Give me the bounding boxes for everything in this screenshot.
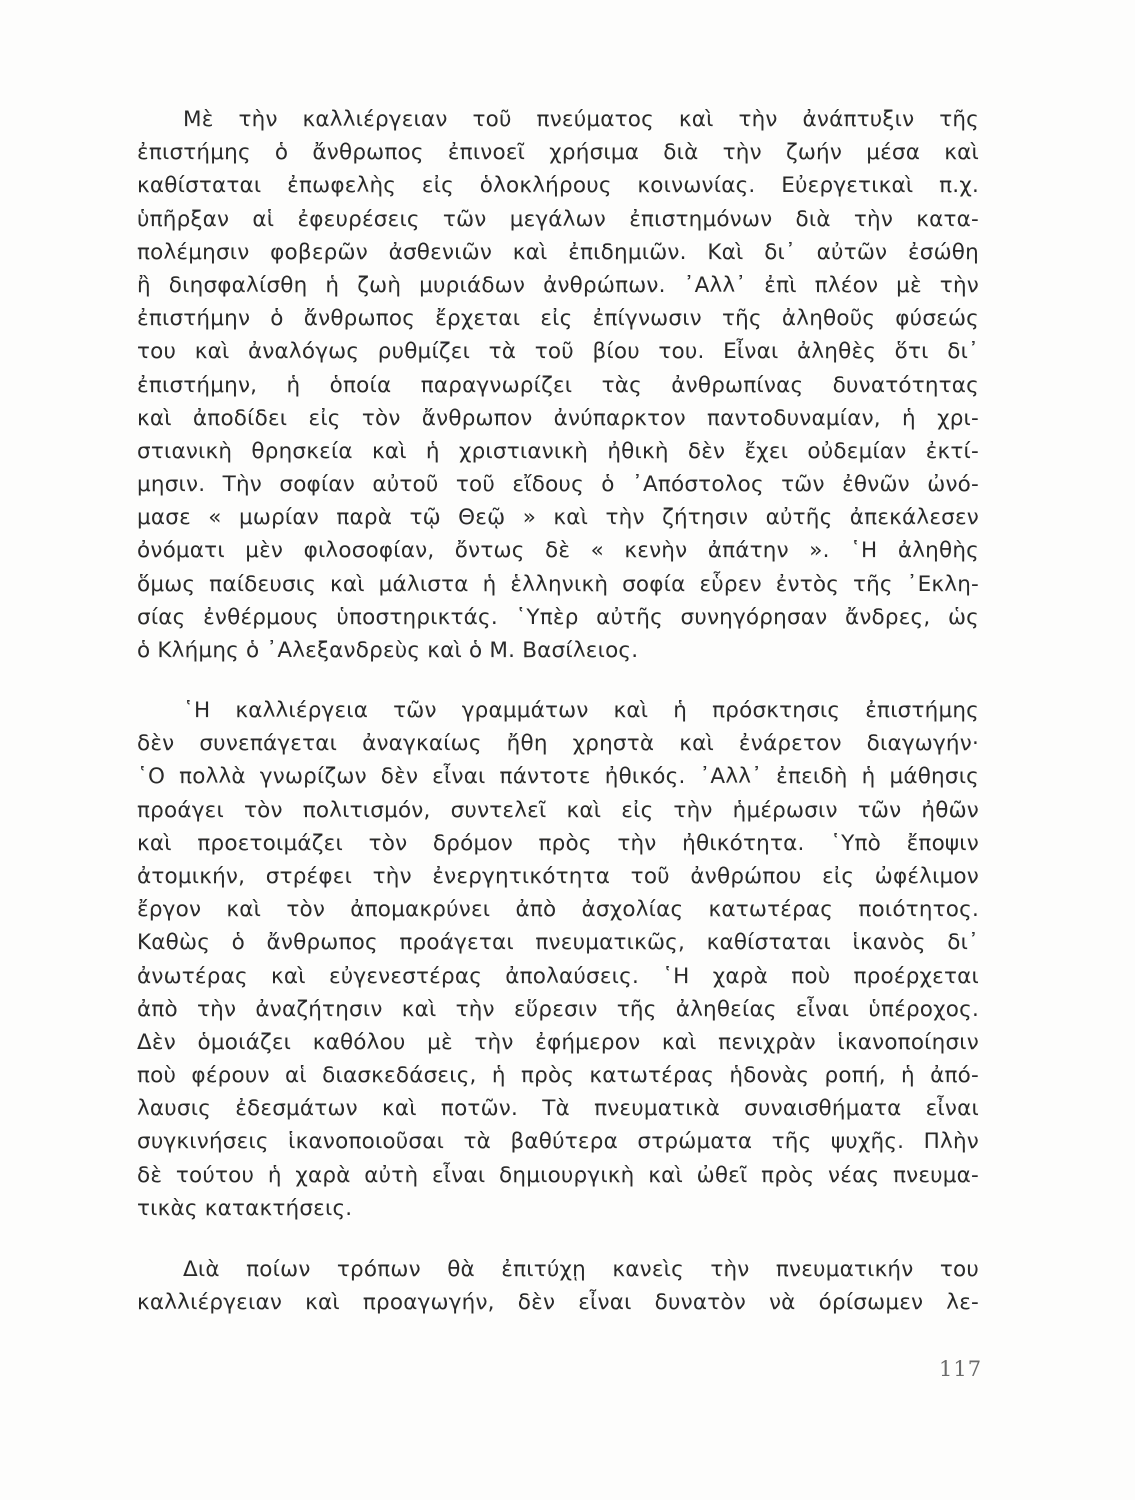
text-line: ἀτομικήν, στρέφει τὴν ἐνεργητικότητα τοῦ ἀνθρώπου εἰς ὠφέλιμον — [137, 863, 979, 889]
text-line: καθίσταται ἐπωφελὴς εἰς ὁλοκλήρους κοινωνίας. Εὐεργετικαὶ π.χ. — [137, 173, 979, 199]
text-line: ἀπὸ τὴν ἀναζήτησιν καὶ τὴν εὕρεσιν τῆς ἀληθείας εἶναι ὑπέροχος. — [137, 996, 979, 1022]
paragraph-1 — [137, 103, 979, 667]
text-line: ὅμως παίδευσις καὶ μάλιστα ἡ ἑλληνικὴ σοφία εὗρεν ἐντὸς τῆς ᾽Εκλη- — [137, 571, 979, 597]
text-line: ἐπιστήμην, ἡ ὁποία παραγνωρίζει τὰς ἀνθρωπίνας δυνατότητας — [137, 372, 979, 398]
text-line: προάγει τὸν πολιτισμόν, συντελεῖ καὶ εἰς τὴν ἡμέρωσιν τῶν ἠθῶν — [137, 797, 979, 823]
text-line: ἀνωτέρας καὶ εὐγενεστέρας ἀπολαύσεις. ῾Η χαρὰ ποὺ προέρχεται — [137, 963, 979, 989]
text-line: Δὲν ὁμοιάζει καθόλου μὲ τὴν ἐφήμερον καὶ πενιχρὰν ἱκανοποίησιν — [137, 1029, 979, 1055]
text-line: ἐπιστήμην ὁ ἄνθρωπος ἔρχεται εἰς ἐπίγνωσιν τῆς ἀληθοῦς φύσεώς — [137, 306, 979, 332]
page-number: 117 — [939, 1357, 983, 1381]
paragraph-2 — [137, 694, 979, 1225]
text-line: δὲν συνεπάγεται ἀναγκαίως ἤθη χρηστὰ καὶ ἐνάρετον διαγωγήν· — [137, 731, 979, 757]
text-line: ὑπῆρξαν αἱ ἐφευρέσεις τῶν μεγάλων ἐπιστημόνων διὰ τὴν κατα- — [137, 206, 979, 232]
text-line: Διὰ ποίων τρόπων θὰ ἐπιτύχῃ κανεὶς τὴν πνευματικήν του — [183, 1257, 979, 1282]
text-line: του καὶ ἀναλόγως ρυθμίζει τὰ τοῦ βίου του. Εἶναι ἀληθὲς ὅτι δι᾽ — [137, 339, 979, 365]
text-line: Καθὼς ὁ ἄνθρωπος προάγεται πνευματικῶς, καθίσταται ἱκανὸς δι᾽ — [137, 930, 979, 956]
text-line: μησιν. Τὴν σοφίαν αὐτοῦ τοῦ εἴδους ὁ ᾽Απόστολος τῶν ἐθνῶν ὠνό- — [137, 472, 979, 498]
text-line: λαυσις ἐδεσμάτων καὶ ποτῶν. Τὰ πνευματικὰ συναισθήματα εἶναι — [137, 1096, 979, 1122]
text-line: ἔργον καὶ τὸν ἀπομακρύνει ἀπὸ ἀσχολίας κατωτέρας ποιότητος. — [137, 897, 979, 923]
text-line: καὶ προετοιμάζει τὸν δρόμον πρὸς τὴν ἠθικότητα. ῾Υπὸ ἔποψιν — [137, 830, 979, 856]
text-line: τικὰς κατακτήσεις. — [137, 1195, 353, 1221]
paragraph-3 — [137, 1253, 979, 1319]
text-line: ὀνόματι μὲν φιλοσοφίαν, ὄντως δὲ « κενὴν ἀπάτην ». ῾Η ἀληθὴς — [137, 538, 979, 564]
text-line: καλλιέργειαν καὶ προαγωγήν, δὲν εἶναι δυνατὸν νὰ όρίσωμεν λε- — [137, 1290, 979, 1316]
text-line: ἢ διησφαλίσθη ἡ ζωὴ μυριάδων ἀνθρώπων. ᾽Αλλ᾽ ἐπὶ πλέον μὲ τὴν — [137, 272, 979, 298]
text-line: δὲ τούτου ἡ χαρὰ αὐτὴ εἶναι δημιουργικὴ καὶ ὠθεῖ πρὸς νέας πνευμα- — [137, 1162, 979, 1188]
text-line: πολέμησιν φοβερῶν ἀσθενιῶν καὶ ἐπιδημιῶν. Καὶ δι᾽ αὐτῶν ἐσώθη — [137, 239, 979, 265]
text-line: Μὲ τὴν καλλιέργειαν τοῦ πνεύματος καὶ τὴν ἀνάπτυξιν τῆς — [183, 107, 979, 132]
text-line: ῾Ο πολλὰ γνωρίζων δὲν εἶναι πάντοτε ἠθικός. ᾽Αλλ᾽ ἐπειδὴ ἡ μάθησις — [137, 764, 979, 790]
text-line: συγκινήσεις ἱκανοποιοῦσαι τὰ βαθύτερα στρώματα τῆς ψυχῆς. Πλὴν — [137, 1129, 979, 1155]
text-line: ἐπιστήμης ὁ ἄνθρωπος ἐπινοεῖ χρήσιμα διὰ τὴν ζωήν μέσα καὶ — [137, 140, 979, 166]
text-line: σίας ἐνθέρμους ὑποστηρικτάς. ῾Υπὲρ αὐτῆς συνηγόρησαν ἄνδρες, ὡς — [137, 604, 979, 630]
text-line: μασε « μωρίαν παρὰ τῷ Θεῷ » καὶ τὴν ζήτησιν αὐτῆς ἀπεκάλεσεν — [137, 505, 979, 531]
text-line: ῾Η καλλιέργεια τῶν γραμμάτων καὶ ἡ πρόσκτησις ἐπιστήμης — [183, 698, 979, 723]
text-line: ὁ Κλήμης ὁ ᾽Αλεξανδρεὺς καὶ ὁ Μ. Βασίλειος. — [137, 638, 639, 663]
text-line: ποὺ φέρουν αἱ διασκεδάσεις, ἡ πρὸς κατωτέρας ἡδονὰς ροπή, ἡ ἀπό- — [137, 1063, 979, 1089]
text-line: καὶ ἀποδίδει εἰς τὸν ἄνθρωπον ἀνύπαρκτον παντοδυναμίαν, ἡ χρι- — [137, 405, 979, 431]
text-line: στιανικὴ θρησκεία καὶ ἡ χριστιανικὴ ἠθικὴ δὲν ἔχει οὐδεμίαν ἐκτί- — [137, 438, 979, 464]
